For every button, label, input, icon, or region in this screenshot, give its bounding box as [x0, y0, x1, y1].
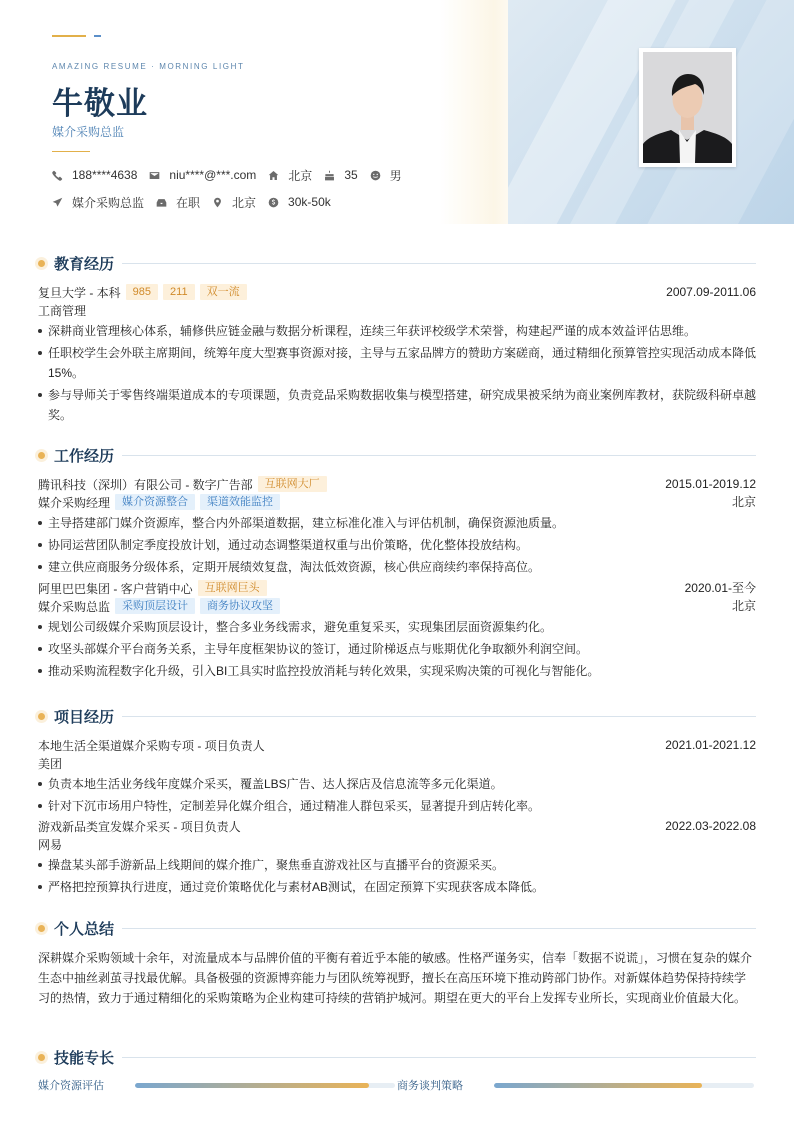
- contact-info-row: [52, 166, 414, 184]
- list-item: 操盘某头部手游新品上线期间的媒介推广，聚焦垂直游戏社区与直播平台的资源采买。: [38, 855, 756, 875]
- list-item: 推动采购流程数字化升级，引入BI工具实时监控投放消耗与转化效果，实现采购决策的可视化与智能化。: [38, 661, 756, 681]
- project-name: 本地生活全渠道媒介采购专项 - 项目负责人: [38, 738, 265, 753]
- list-item: 主导搭建部门媒介资源库，整合内外部渠道数据，建立标准化准入与评估机制，确保资源池质量。: [38, 513, 756, 533]
- section-divider: [122, 716, 756, 717]
- send-icon: [52, 197, 63, 208]
- summary-title: 个人总结: [54, 920, 115, 938]
- section-divider: [122, 928, 756, 929]
- project-entry: [38, 817, 756, 897]
- job-bullets: [38, 617, 756, 681]
- project-org-row: [38, 835, 756, 853]
- education-header-row: [38, 283, 756, 301]
- skill-item: [397, 1077, 756, 1093]
- project-bullets: [38, 855, 756, 897]
- education-bullets: [38, 321, 756, 425]
- info-target-role: [52, 193, 144, 211]
- info-status: [156, 193, 200, 211]
- info-email: [149, 166, 256, 184]
- info-age-text: 35: [344, 168, 358, 182]
- decorative-line-blue: [94, 35, 101, 37]
- section-dot-icon: [38, 1054, 45, 1061]
- projects-title: 项目经历: [54, 708, 115, 726]
- list-item: 建立供应商服务分级体系，定期开展绩效复盘，淘汰低效资源，核心供应商续约率保持高位。: [38, 557, 756, 577]
- job-position: 媒介采购总监: [38, 599, 111, 614]
- resume-tagline: AMAZING RESUME · MORNING LIGHT: [52, 62, 245, 71]
- position-tag: 渠道效能监控: [200, 494, 280, 510]
- info-phone-text: 188****4638: [72, 168, 138, 182]
- avatar-portrait: [643, 52, 732, 163]
- section-divider: [122, 455, 756, 456]
- skills-section: [38, 1047, 756, 1093]
- info-gender: [370, 166, 402, 184]
- job-position: 媒介采购经理: [38, 495, 111, 510]
- list-item: 负责本地生活业务线年度媒介采买，覆盖LBS广告、达人探店及信息流等多元化渠道。: [38, 774, 756, 794]
- education-title: 教育经历: [54, 255, 115, 273]
- list-item: 规划公司级媒介采购顶层设计，整合多业务线需求，避免重复采买，实现集团层面资源集约化。: [38, 617, 756, 637]
- section-dot-icon: [38, 925, 45, 932]
- job-position-row: [38, 493, 756, 511]
- job-entry: [38, 475, 756, 577]
- skill-name: 商务谈判策略: [397, 1080, 463, 1092]
- job-entry: [38, 579, 756, 681]
- info-location-text: 北京: [232, 195, 257, 210]
- company-tag: 互联网巨头: [198, 580, 267, 596]
- skill-bar-fill: [494, 1083, 702, 1088]
- section-dot-icon: [38, 713, 45, 720]
- list-item: 协同运营团队制定季度投放计划，通过动态调整渠道权重与出价策略，优化整体投放结构。: [38, 535, 756, 555]
- list-item: 严格把控预算执行进度，通过竞价策略优化与素材AB测试，在固定预算下实现获客成本降低。: [38, 877, 756, 897]
- work-section: [38, 445, 756, 681]
- skill-bar-fill: [135, 1083, 369, 1088]
- phone-icon: [52, 170, 63, 181]
- info-home: [268, 166, 312, 184]
- job-date: 2020.01-至今: [684, 581, 756, 595]
- education-date: 2007.09-2011.06: [666, 285, 756, 299]
- info-status-text: 在职: [176, 195, 201, 210]
- project-entry: [38, 736, 756, 816]
- job-position-row: [38, 597, 756, 615]
- school-tag: 211: [163, 284, 195, 300]
- company-tag: 互联网大厂: [258, 476, 327, 492]
- project-org: 网易: [38, 837, 63, 852]
- list-item: 参与导师关于零售终端渠道成本的专项课题，负责竞品采购数据收集与模型搭建，研究成果被采纳为商业案例库教材，获院级科研卓越奖。: [38, 385, 756, 425]
- position-tag: 媒介资源整合: [115, 494, 195, 510]
- info-email-text: niu****@***.com: [169, 168, 257, 182]
- candidate-role: 媒介采购总监: [52, 125, 125, 139]
- job-city: 北京: [731, 495, 756, 509]
- school-tag: 985: [126, 284, 158, 300]
- list-item: 针对下沉市场用户特性，定制差异化媒介组合，通过精准人群包采买，显著提升到店转化率。: [38, 796, 756, 816]
- info-age: [324, 166, 357, 184]
- list-item: 任职校学生会外联主席期间，统筹年度大型赛事资源对接，主导与五家品牌方的赞助方案磋商，通过精细化预算管控实现活动成本降低 15%。: [38, 343, 756, 383]
- info-target-role-text: 媒介采购总监: [72, 195, 145, 210]
- job-city: 北京: [731, 599, 756, 613]
- job-company: 阿里巴巴集团 - 客户营销中心: [38, 581, 193, 596]
- project-name: 游戏新品类宣发媒介采买 - 项目负责人: [38, 819, 241, 834]
- name-underline: [52, 151, 90, 152]
- section-dot-icon: [38, 452, 45, 459]
- school-name: 复旦大学 - 本科: [38, 285, 121, 300]
- summary-section: [38, 918, 756, 1008]
- project-org-row: [38, 754, 756, 772]
- list-item: 攻坚头部媒介平台商务关系，主导年度框架协议的签订，通过阶梯返点与账期优化争取额外利润空间。: [38, 639, 756, 659]
- info-salary: [268, 193, 331, 211]
- project-date: 2021.01-2021.12: [665, 738, 756, 752]
- project-date: 2022.03-2022.08: [665, 819, 756, 833]
- project-org: 美团: [38, 756, 63, 771]
- projects-section: [38, 706, 756, 897]
- smile-icon: [370, 170, 381, 181]
- info-gender-text: 男: [389, 168, 402, 183]
- section-divider: [122, 263, 756, 264]
- education-section: [38, 253, 756, 425]
- project-name-row: [38, 736, 756, 754]
- job-company-row: [38, 579, 756, 597]
- school-tag: 双一流: [200, 284, 247, 300]
- skill-name: 媒介资源评估: [38, 1080, 104, 1092]
- skill-bar-track: [135, 1083, 395, 1088]
- job-company-row: [38, 475, 756, 493]
- profile-photo: [639, 48, 736, 167]
- home-icon: [268, 170, 279, 181]
- position-tag: 采购顶层设计: [115, 598, 195, 614]
- decorative-line-gold: [52, 35, 86, 37]
- info-location: [212, 193, 256, 211]
- skill-item: [38, 1077, 397, 1093]
- job-date: 2015.01-2019.12: [665, 477, 756, 491]
- education-major-row: [38, 301, 756, 319]
- location-pin-icon: [212, 197, 223, 208]
- inbox-icon: [156, 197, 167, 208]
- list-item: 深耕商业管理核心体系，辅修供应链金融与数据分析课程，连续三年获评校级学术荣誉，构建起严谨的成本效益评估思维。: [38, 321, 756, 341]
- info-home-text: 北京: [288, 168, 313, 183]
- email-icon: [149, 170, 160, 181]
- job-company: 腾讯科技（深圳）有限公司 - 数字广告部: [38, 477, 253, 492]
- major-name: 工商管理: [38, 303, 87, 318]
- skills-list: [38, 1077, 756, 1093]
- section-divider: [122, 1057, 756, 1058]
- skill-bar-track: [494, 1083, 754, 1088]
- section-dot-icon: [38, 260, 45, 267]
- info-phone: [52, 166, 137, 184]
- job-bullets: [38, 513, 756, 577]
- project-name-row: [38, 817, 756, 835]
- position-tag: 商务协议攻坚: [200, 598, 280, 614]
- info-salary-text: 30k-50k: [288, 195, 331, 209]
- coin-icon: [268, 197, 279, 208]
- candidate-name: 牛敬业: [52, 86, 148, 121]
- summary-text: 深耕媒介采购领域十余年，对流量成本与品牌价值的平衡有着近乎本能的敏感。性格严谨务实，信奉「数据不说谎」，习惯在复杂的媒介生态中抽丝剥茧寻找最优解。具备极强的资源博弈能力与团队统筹视野，擅长在高压环境下推动跨部门协作。对新媒体趋势保持持续学习的热情，致力于通过精细化的采购策略为企业构建可持续的营销护城河。期望在更大的平台上发挥专业所长，实现商业价值最大化。: [38, 951, 753, 1005]
- work-title: 工作经历: [54, 447, 115, 465]
- cake-icon: [324, 170, 335, 181]
- job-info-row: [52, 193, 343, 211]
- project-bullets: [38, 774, 756, 816]
- skills-title: 技能专长: [54, 1049, 115, 1067]
